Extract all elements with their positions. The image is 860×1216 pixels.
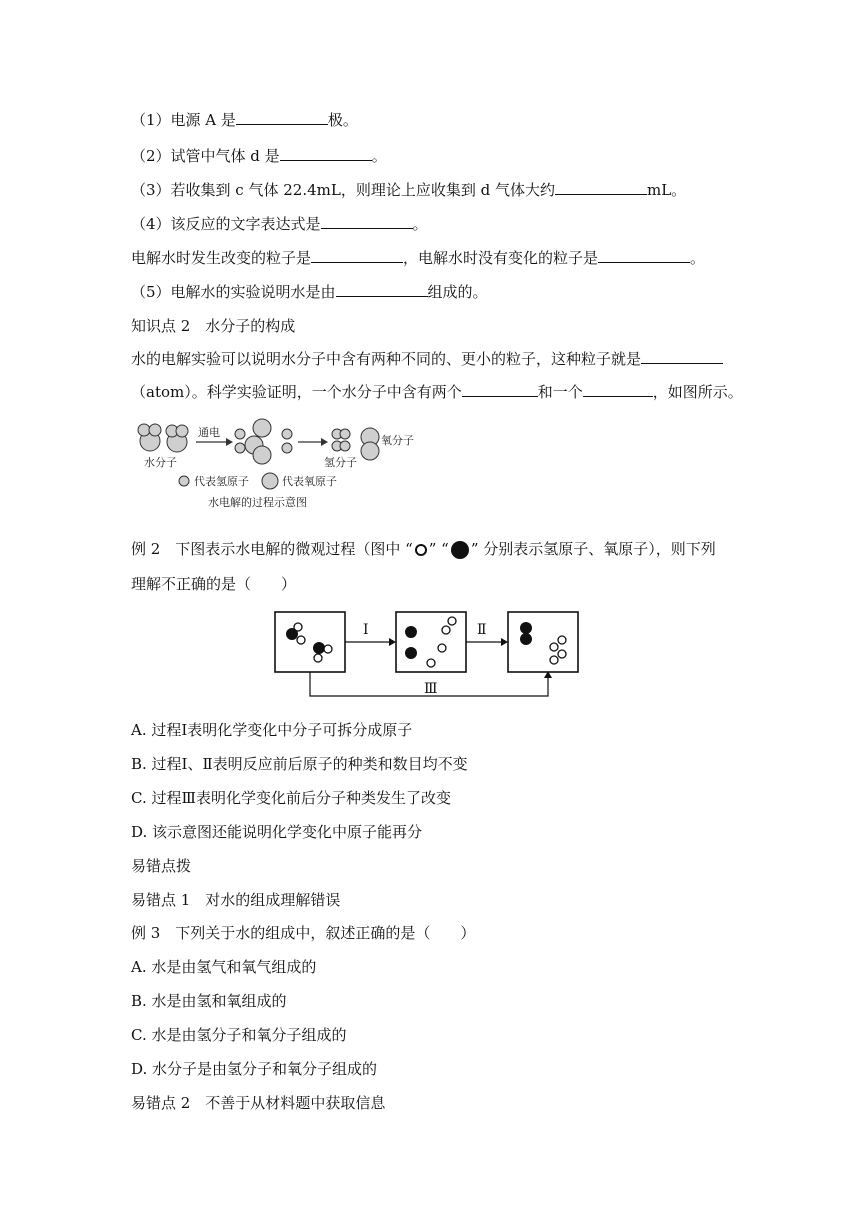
- hydrogen-atom: [442, 626, 450, 634]
- oxygen-atom: [253, 419, 271, 437]
- open-circle-icon: [414, 543, 428, 557]
- legend-oxygen-label: 代表氧原子: [282, 475, 337, 488]
- hydrogen-atom: [438, 644, 446, 652]
- filled-circle-icon: [450, 540, 470, 560]
- question-3: （3）若收集到 c 气体 22.4mL，则理论上应收集到 d 气体大约 mL。: [131, 181, 687, 199]
- pitfall-2-title: 易错点 2 不善于从材料题中获取信息: [131, 1094, 386, 1112]
- hydrogen-atom: [550, 643, 558, 651]
- answer-blank[interactable]: [462, 382, 538, 397]
- oxygen-atom: [361, 442, 379, 460]
- arrow-icon: [226, 438, 233, 446]
- option-d[interactable]: D. 该示意图还能说明化学变化中原子能再分: [131, 823, 423, 841]
- example-2-text: 例 2 下图表示水电解的微观过程（图中 “ ” “ ” 分别表示氢原子、氧原子），则下列: [131, 540, 716, 558]
- water-electrolysis-figure: [132, 414, 414, 514]
- process-label-1: Ⅰ: [363, 622, 369, 638]
- answer-blank[interactable]: [555, 180, 647, 195]
- option-b[interactable]: B. 过程Ⅰ、Ⅱ表明反应前后原子的种类和数目均不变: [131, 755, 468, 773]
- hydrogen-atom: [427, 659, 435, 667]
- option-a[interactable]: A. 水是由氢气和氧气组成的: [131, 958, 317, 976]
- answer-blank[interactable]: [321, 214, 413, 229]
- option-c[interactable]: C. 过程Ⅲ表明化学变化前后分子种类发生了改变: [131, 789, 451, 807]
- hydrogen-atom: [340, 441, 350, 451]
- state-box-3: [508, 612, 578, 672]
- hydrogen-atom: [235, 429, 245, 439]
- hydrogen-atom: [558, 650, 566, 658]
- answer-blank[interactable]: [280, 146, 372, 161]
- hydrogen-atom: [149, 424, 161, 436]
- question-2: （2）试管中气体 d 是 。: [131, 147, 387, 165]
- electrolysis-process-figure: [272, 608, 580, 702]
- state-box-1: [275, 612, 345, 672]
- example-3-text: 例 3 下列关于水的组成中，叙述正确的是（ ）: [131, 924, 476, 942]
- hydrogen-atom: [138, 424, 150, 436]
- answer-blank[interactable]: [336, 282, 428, 297]
- hydrogen-atom: [558, 636, 566, 644]
- legend-hydrogen-label: 代表氢原子: [194, 475, 249, 488]
- knowledge-point-2-text-2: （atom）。科学实验证明，一个水分子中含有两个 和一个 ，如图所示。: [131, 383, 743, 401]
- question-4: （4）该反应的文字表达式是 。: [131, 215, 428, 233]
- oxygen-atom: [520, 622, 532, 634]
- oxygen-atom: [405, 647, 417, 659]
- question-4-particles: 电解水时发生改变的粒子是 ，电解水时没有变化的粒子是 。: [131, 249, 706, 267]
- answer-blank[interactable]: [583, 382, 653, 397]
- answer-blank[interactable]: [311, 248, 403, 263]
- knowledge-point-2-text: 水的电解实验可以说明水分子中含有两种不同的、更小的粒子，这种粒子就是: [131, 349, 723, 369]
- hydrogen-atom: [282, 443, 292, 453]
- process-label-2: Ⅱ: [477, 622, 487, 638]
- option-c[interactable]: C. 水是由氢分子和氧分子组成的: [131, 1026, 347, 1044]
- oxygen-atom: [520, 633, 532, 645]
- hydrogen-atom: [176, 425, 188, 437]
- figure-caption: 水电解的过程示意图: [208, 496, 307, 509]
- example-2-text-2: 理解不正确的是（ ）: [131, 575, 297, 593]
- option-a[interactable]: A. 过程Ⅰ表明化学变化中分子可拆分成原子: [131, 721, 413, 739]
- answer-blank[interactable]: [641, 349, 723, 364]
- hydrogen-atom: [282, 429, 292, 439]
- hydrogen-atom: [297, 636, 305, 644]
- legend-oxygen-atom: [262, 473, 278, 489]
- hydrogen-atom: [448, 617, 456, 625]
- legend-hydrogen-atom: [179, 476, 189, 486]
- oxygen-atom: [253, 446, 271, 464]
- hydrogen-atom: [235, 443, 245, 453]
- oxygen-atom: [405, 626, 417, 638]
- arrow-icon: [389, 638, 396, 646]
- hydrogen-molecule-label: 氢分子: [324, 456, 357, 469]
- question-5: （5）电解水的实验说明水是由 组成的。: [131, 283, 488, 301]
- option-b[interactable]: B. 水是由氢和氧组成的: [131, 992, 287, 1010]
- hydrogen-atom: [550, 656, 558, 664]
- option-d[interactable]: D. 水分子是由氢分子和氧分子组成的: [131, 1060, 378, 1078]
- answer-blank[interactable]: [236, 110, 328, 125]
- oxygen-molecule-label: 氧分子: [381, 434, 414, 447]
- arrow-label: 通电: [198, 426, 220, 439]
- arrow-icon: [321, 438, 328, 446]
- hydrogen-atom: [340, 429, 350, 439]
- process-label-3: Ⅲ: [424, 681, 438, 697]
- arrow-icon: [501, 638, 508, 646]
- water-molecule-label: 水分子: [144, 456, 177, 469]
- answer-blank[interactable]: [598, 248, 690, 263]
- question-1: （1）电源 A 是 极。: [131, 111, 358, 129]
- section-heading: 易错点拨: [131, 857, 192, 875]
- knowledge-point-2-title: 知识点 2 水分子的构成: [131, 317, 296, 335]
- hydrogen-atom: [324, 645, 332, 653]
- hydrogen-atom: [314, 654, 322, 662]
- oxygen-atom: [313, 642, 325, 654]
- hydrogen-atom: [294, 623, 302, 631]
- pitfall-1-title: 易错点 1 对水的组成理解错误: [131, 891, 341, 909]
